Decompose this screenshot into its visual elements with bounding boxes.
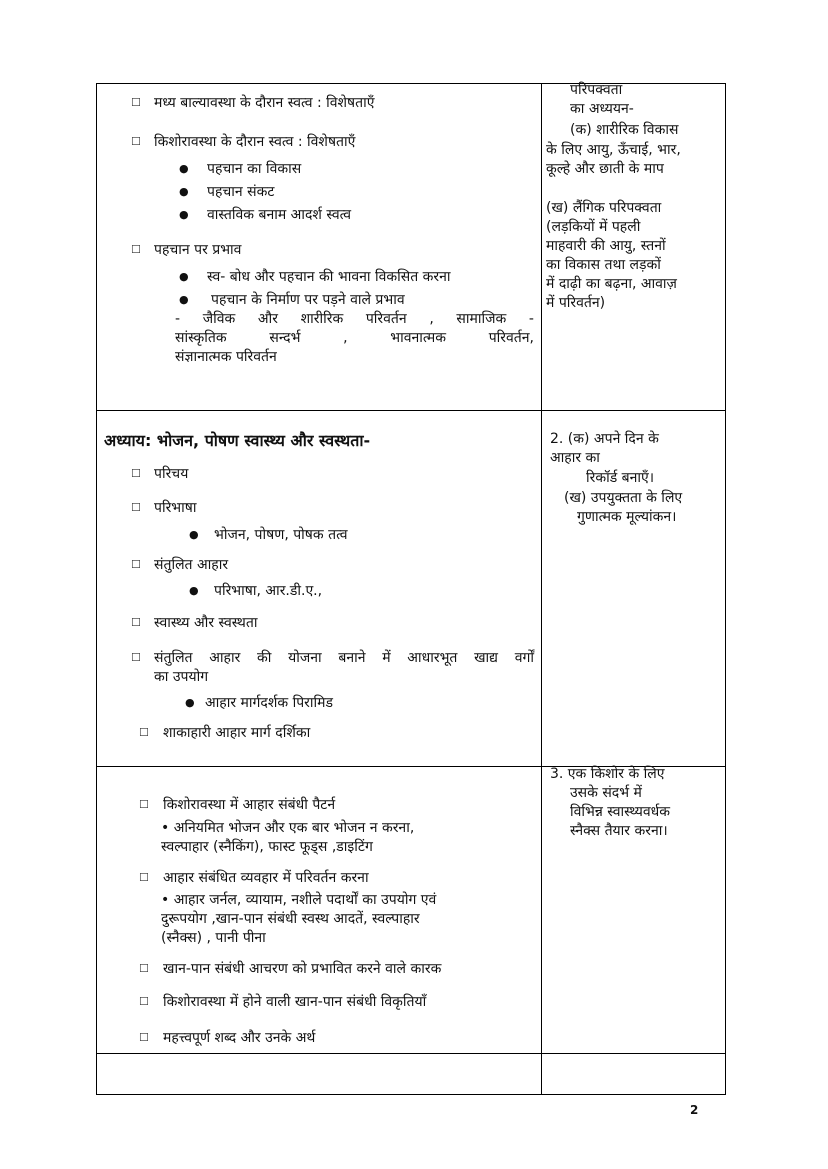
table-row <box>97 1054 726 1095</box>
table-cell-left <box>97 1054 542 1095</box>
activity-line: (ख) लैंगिक परिपक्वता <box>546 200 662 216</box>
sub-list-item: • अनियमित भोजन और एक बार भोजन न करना, <box>161 820 415 836</box>
checkbox-bullet-icon: ☐ <box>131 96 141 109</box>
list-item: मध्य बाल्यावस्था के दौरान स्वत्व : विशेषताएँ <box>154 95 375 111</box>
table-row <box>97 411 726 767</box>
activity-line: में दाढ़ी का बढ़ना, आवाज़ <box>546 276 677 292</box>
activity-line: में परिवर्तन) <box>546 295 606 311</box>
checkbox-bullet-icon: ☐ <box>139 1031 149 1044</box>
table-row <box>97 767 726 1054</box>
checkbox-bullet-icon: ☐ <box>139 962 149 975</box>
table-cell-left <box>97 767 542 1054</box>
list-item: पहचान पर प्रभाव <box>154 242 242 258</box>
table-cell-left <box>97 84 542 411</box>
list-item: किशोरावस्था के दौरान स्वत्व : विशेषताएँ <box>154 134 356 150</box>
paragraph-line: - जैविक और शारीरिक परिवर्तन , सामाजिक - <box>175 311 534 327</box>
activity-line: 3. एक किशोर के लिए <box>550 766 665 782</box>
list-item: शाकाहारी आहार मार्ग दर्शिका <box>163 725 311 741</box>
sub-list-item: परिभाषा, आर.डी.ए., <box>214 583 323 599</box>
chapter-heading: अध्याय: भोजन, पोषण स्वास्थ्य और स्वस्थता- <box>104 431 371 450</box>
sub-list-item: आहार मार्गदर्शक पिरामिड <box>205 695 333 711</box>
activity-line: का विकास तथा लड़कों <box>546 257 661 273</box>
sub-list-item: स्वल्पाहार (स्नैकिंग), फास्ट फूड्स ,डाइटिंग <box>161 839 373 855</box>
list-item: परिचय <box>154 466 189 482</box>
bullet-icon: ● <box>189 584 199 597</box>
activity-line: कूल्हे और छाती के माप <box>546 161 664 177</box>
checkbox-bullet-icon: ☐ <box>131 467 141 480</box>
checkbox-bullet-icon: ☐ <box>131 651 141 664</box>
list-item: महत्त्वपूर्ण शब्द और उनके अर्थ <box>163 1030 316 1046</box>
paragraph-line: सांस्कृतिक सन्दर्भ , भावनात्मक परिवर्तन, <box>175 330 534 346</box>
list-item: स्वास्थ्य और स्वस्थता <box>154 615 258 631</box>
bullet-icon: ● <box>179 208 189 221</box>
sub-list-item: पहचान संकट <box>207 184 275 200</box>
activity-line: गुणात्मक मूल्यांकन। <box>577 509 677 525</box>
activity-line: 2. (क) अपने दिन के <box>550 431 659 447</box>
bullet-icon: ● <box>179 293 189 306</box>
sub-list-item: दुरूपयोग ,खान-पान संबंधी स्वस्थ आदतें, स्वल्पाहार <box>161 911 420 927</box>
checkbox-bullet-icon: ☐ <box>131 243 141 256</box>
list-item: संतुलित आहार <box>154 557 229 573</box>
checkbox-bullet-icon: ☐ <box>131 616 141 629</box>
bullet-icon: ● <box>185 696 195 709</box>
activity-line: (लड़कियों में पहली <box>546 219 641 235</box>
activity-line: आहार का <box>550 450 600 466</box>
list-item: किशोरावस्था में आहार संबंधी पैटर्न <box>163 797 336 813</box>
checkbox-bullet-icon: ☐ <box>139 995 149 1008</box>
activity-line: का अध्ययन- <box>570 101 634 117</box>
syllabus-table <box>96 83 726 1095</box>
sub-list-item: पहचान का विकास <box>207 161 302 177</box>
sub-list-item: वास्तविक बनाम आदर्श स्वत्व <box>207 207 352 223</box>
checkbox-bullet-icon: ☐ <box>131 135 141 148</box>
list-item: खान-पान संबंधी आचरण को प्रभावित करने वाले कारक <box>163 961 442 977</box>
page-number: 2 <box>690 1103 699 1117</box>
activity-line: (ख) उपयुक्तता के लिए <box>564 490 683 506</box>
sub-list-item: पहचान के निर्माण पर पड़ने वाले प्रभाव <box>211 292 405 308</box>
checkbox-bullet-icon: ☐ <box>139 871 149 884</box>
table-cell-right <box>542 1054 726 1095</box>
sub-list-item: भोजन, पोषण, पोषक तत्व <box>214 527 348 543</box>
paragraph-line: संज्ञानात्मक परिवर्तन <box>175 349 277 365</box>
bullet-icon: ● <box>179 162 189 175</box>
bullet-icon: ● <box>179 185 189 198</box>
list-item-continuation: का उपयोग <box>154 669 209 685</box>
bullet-icon: ● <box>189 528 199 541</box>
activity-line: के लिए आयु, ऊँचाई, भार, <box>546 142 681 158</box>
bullet-icon: ● <box>179 270 189 283</box>
list-item: आहार संबंधित व्यवहार में परिवर्तन करना <box>163 870 369 886</box>
activity-line: विभिन्न स्वास्थ्यवर्धक <box>570 804 670 820</box>
sub-list-item: (स्नैक्स) , पानी पीना <box>161 930 266 946</box>
list-item: संतुलित आहार की योजना बनाने में आधारभूत खाद्य वर्गों <box>154 650 534 666</box>
activity-line: उसके संदर्भ में <box>570 785 642 801</box>
activity-line: माहवारी की आयु, स्तनों <box>546 238 666 254</box>
checkbox-bullet-icon: ☐ <box>139 798 149 811</box>
checkbox-bullet-icon: ☐ <box>131 558 141 571</box>
sub-list-item: स्व- बोध और पहचान की भावना विकसित करना <box>207 269 451 285</box>
checkbox-bullet-icon: ☐ <box>131 501 141 514</box>
activity-line: (क) शारीरिक विकास <box>570 122 679 138</box>
list-item: किशोरावस्था में होने वाली खान-पान संबंधी विकृतियाँ <box>163 994 427 1010</box>
activity-line: रिकॉर्ड बनाएँ। <box>586 470 655 486</box>
table-cell-left <box>97 411 542 767</box>
table-cell-right <box>542 767 726 1054</box>
table-cell-right <box>542 84 726 411</box>
checkbox-bullet-icon: ☐ <box>139 726 149 739</box>
activity-line: परिपक्वता <box>570 82 623 98</box>
list-item: परिभाषा <box>154 500 197 516</box>
table-cell-right <box>542 411 726 767</box>
table-row <box>97 84 726 411</box>
sub-list-item: • आहार जर्नल, व्यायाम, नशीले पदार्थों का उपयोग एवं <box>161 892 437 908</box>
activity-line: स्नैक्स तैयार करना। <box>570 823 668 839</box>
